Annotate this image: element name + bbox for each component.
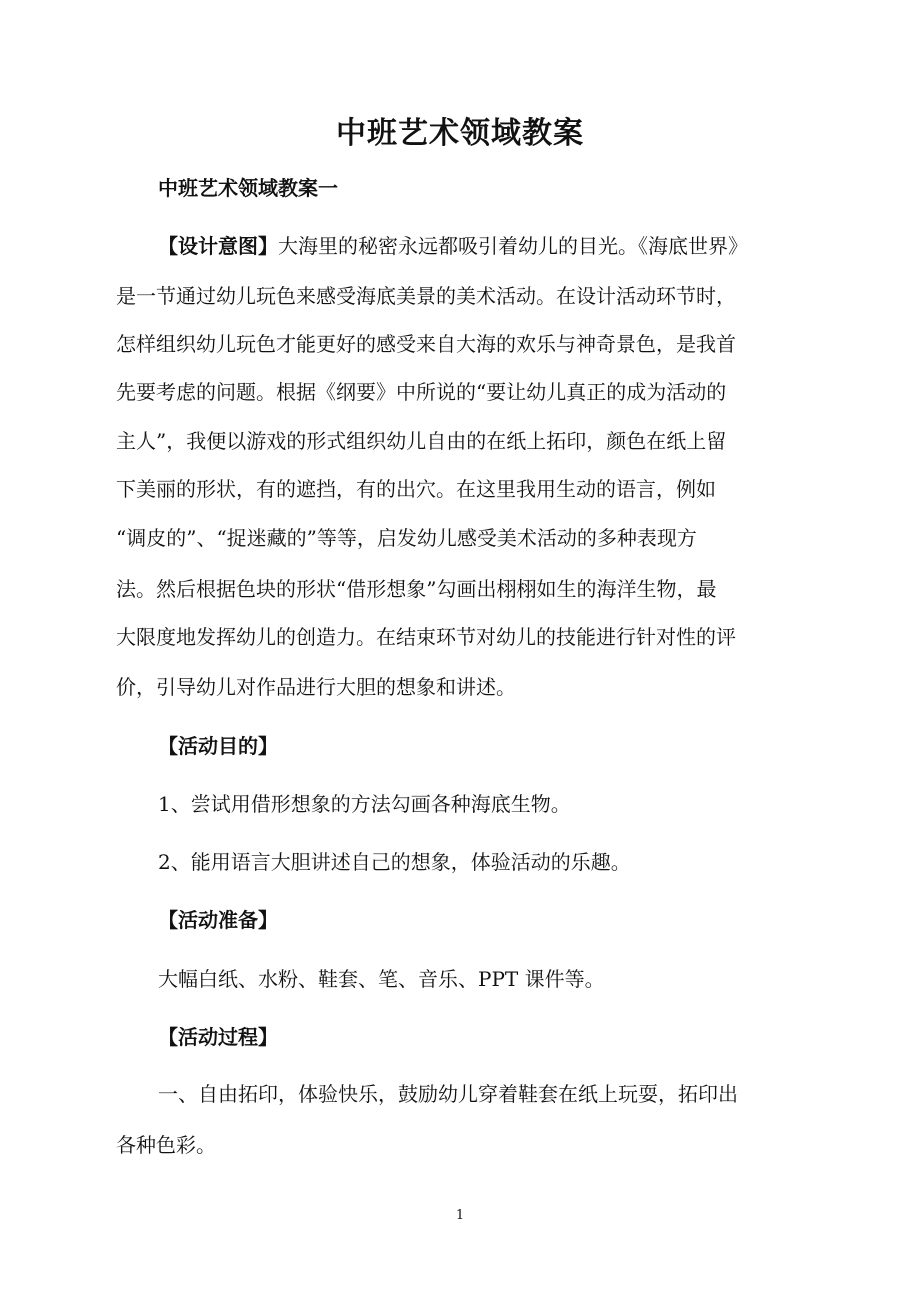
paragraph-line: “调皮的”、“捉迷藏的”等等，启发幼儿感受美术活动的多种表现方 xyxy=(116,526,697,550)
paragraph-line: 价，引导幼儿对作品进行大胆的想象和讲述。 xyxy=(116,675,516,699)
design-intent-text: 大海里的秘密永远都吸引着幼儿的目光。《海底世界》 xyxy=(278,234,748,258)
paragraph-line: 先要考虑的问题。根据《纲要》中所说的“要让幼儿真正的成为活动的 xyxy=(116,380,727,404)
process-step-line: 一、自由拓印，体验快乐，鼓励幼儿穿着鞋套在纸上玩耍，拓印出 xyxy=(158,1082,738,1106)
goals-heading: 【活动目的】 xyxy=(158,734,278,758)
preparation-text: 大幅白纸、水粉、鞋套、笔、音乐、PPT 课件等。 xyxy=(158,967,605,991)
process-heading: 【活动过程】 xyxy=(158,1025,278,1049)
section-subtitle: 中班艺术领域教案一 xyxy=(158,176,338,200)
paragraph-line: 大限度地发挥幼儿的创造力。在结束环节对幼儿的技能进行针对性的评 xyxy=(116,625,736,649)
page-number: 1 xyxy=(455,1208,465,1223)
paragraph-line: 下美丽的形状，有的遮挡，有的出穴。在这里我用生动的语言，例如 xyxy=(116,477,716,501)
paragraph-line: 是一节通过幼儿玩色来感受海底美景的美术活动。在设计活动环节时， xyxy=(116,284,736,308)
design-intent-label: 【设计意图】 xyxy=(158,234,278,258)
page-title: 中班艺术领域教案 xyxy=(336,116,584,151)
goal-item: 1、尝试用借形想象的方法勾画各种海底生物。 xyxy=(158,792,571,816)
preparation-heading: 【活动准备】 xyxy=(158,908,278,932)
process-step-line: 各种色彩。 xyxy=(116,1133,216,1157)
paragraph-line: 怎样组织幼儿玩色才能更好的感受来自大海的欢乐与神奇景色，是我首 xyxy=(116,332,736,356)
design-intent-first-line xyxy=(158,231,806,261)
paragraph-line: 法。然后根据色块的形状“借形想象”勾画出栩栩如生的海洋生物，最 xyxy=(116,577,717,601)
paragraph-line: 主人”，我便以游戏的形式组织幼儿自由的在纸上拓印，颜色在纸上留 xyxy=(116,429,727,453)
goal-item: 2、能用语言大胆讲述自己的想象，体验活动的乐趣。 xyxy=(158,850,631,874)
